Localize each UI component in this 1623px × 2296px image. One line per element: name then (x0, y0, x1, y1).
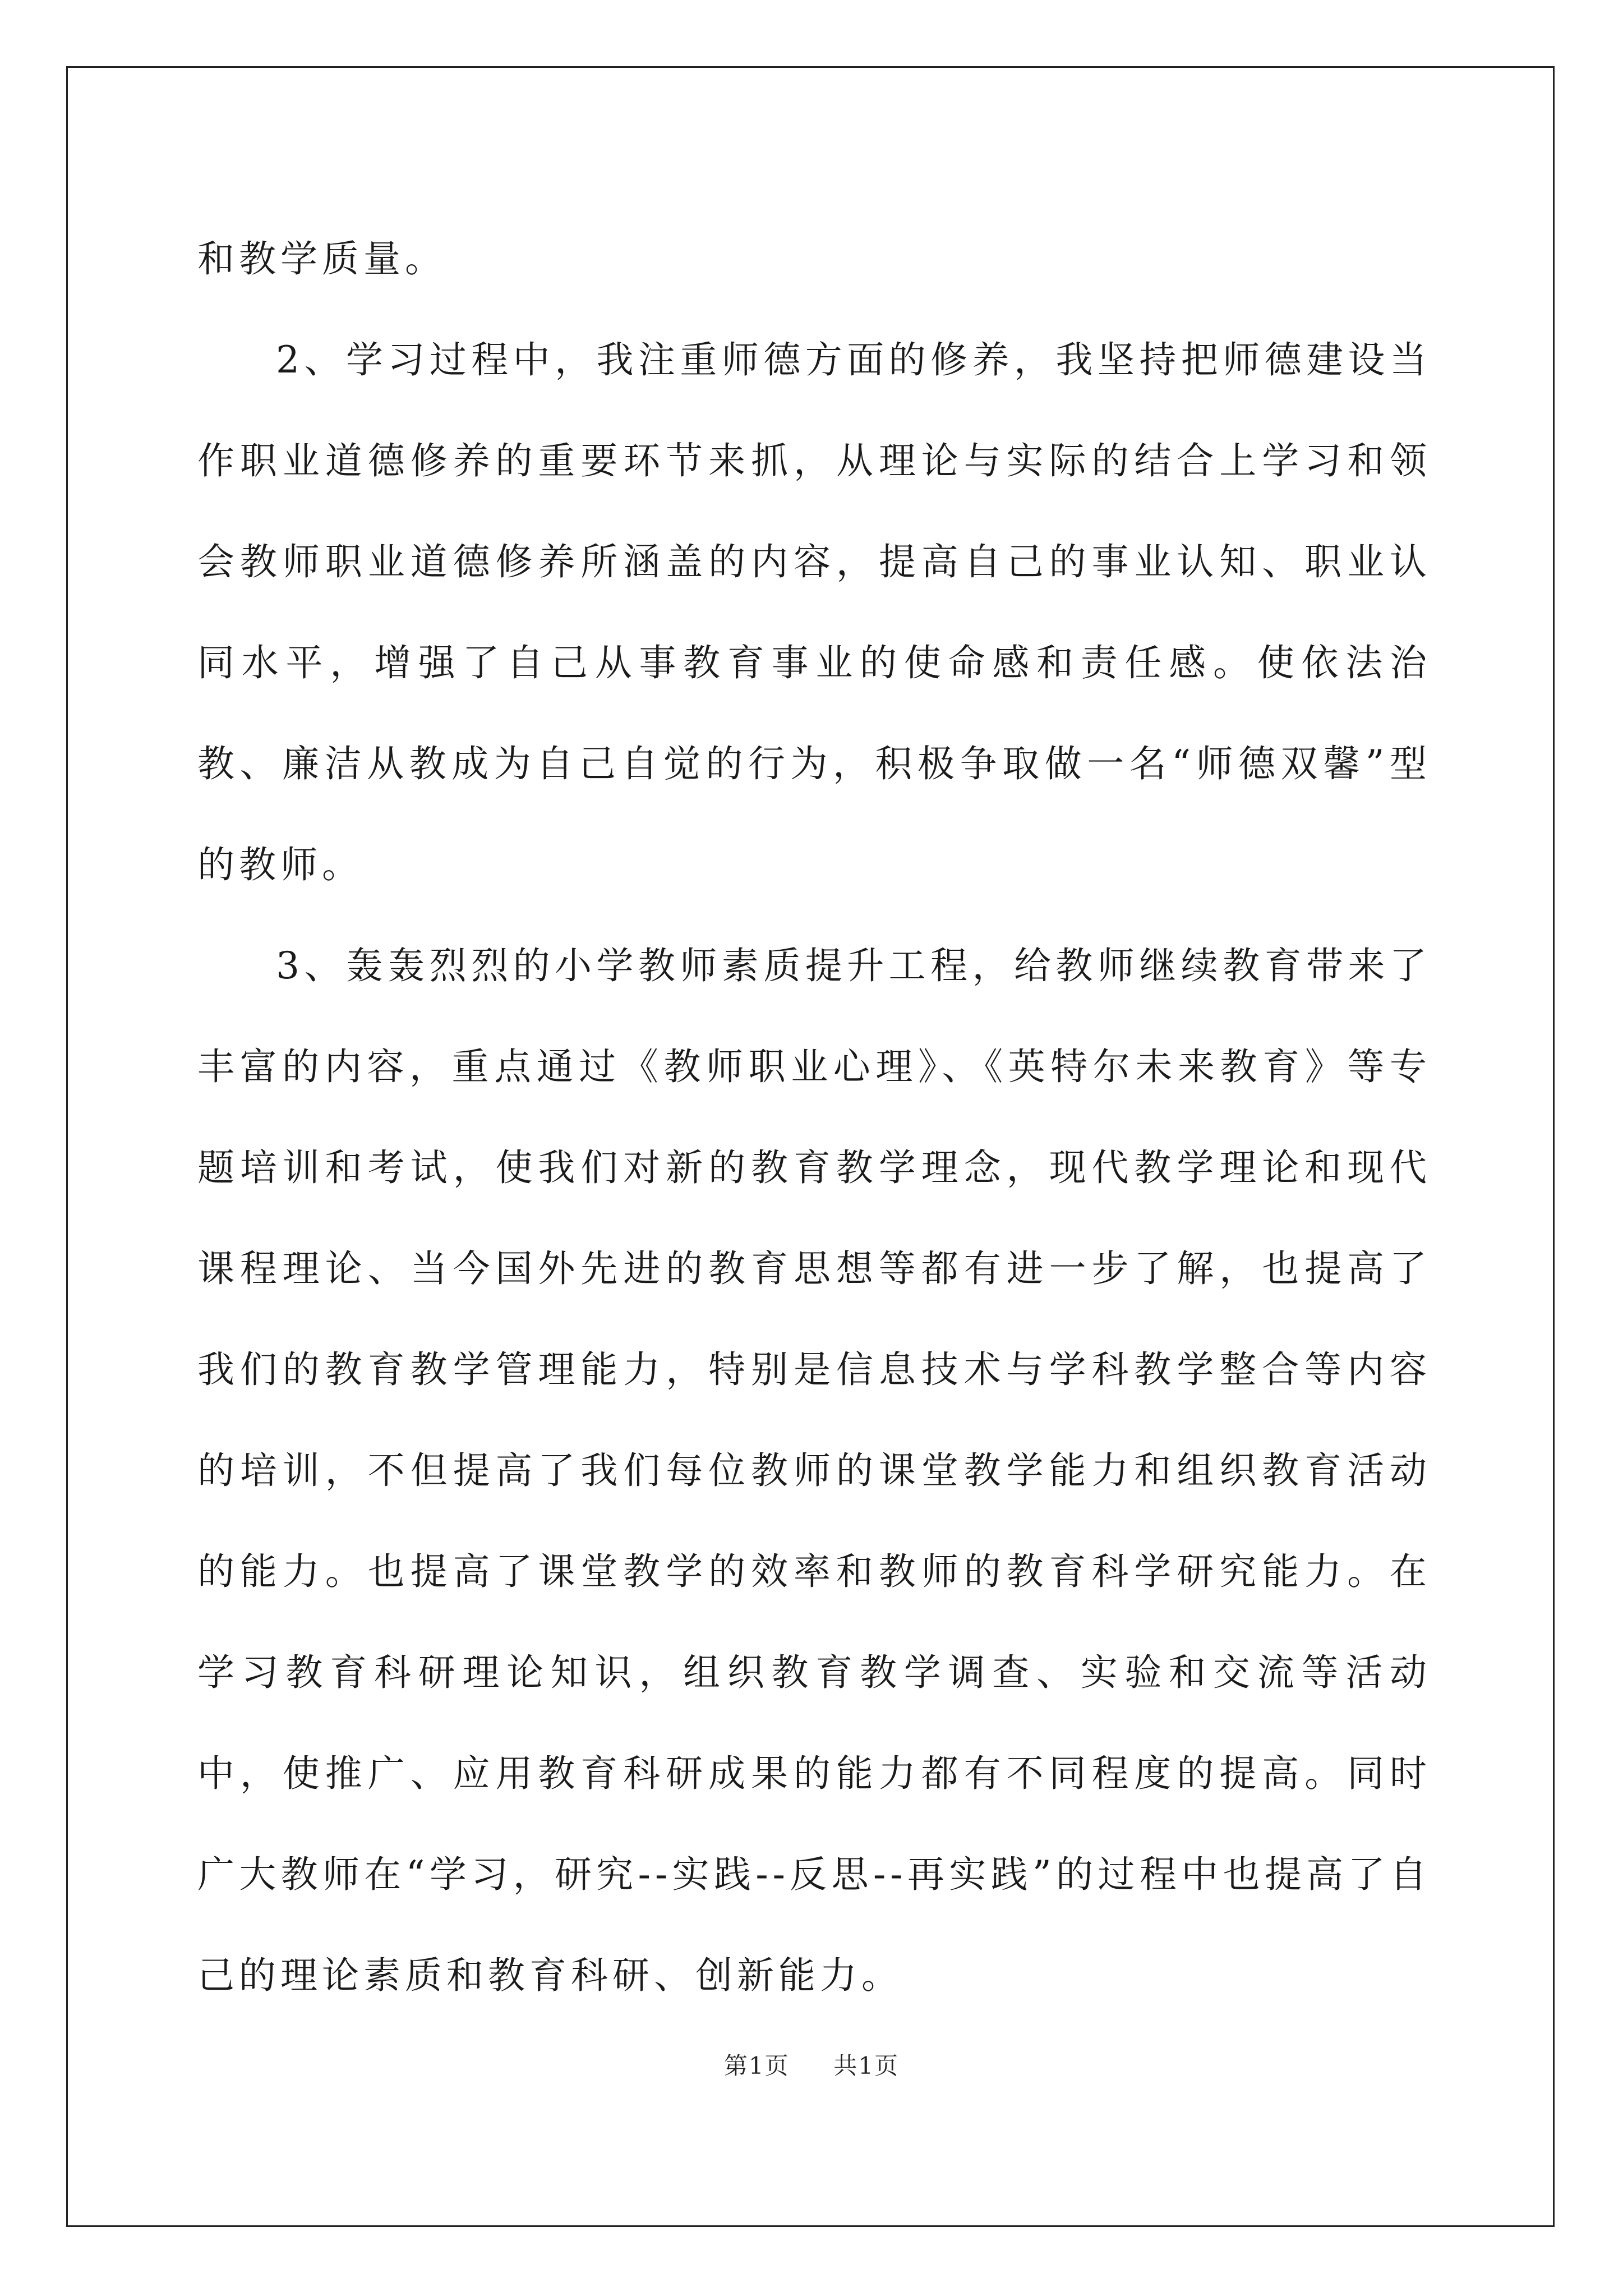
page-total: 共1页 (833, 2052, 900, 2079)
paragraph-item-3: 3、轰轰烈烈的小学教师素质提升工程，给教师继续教育带来了丰富的内容，重点通过《教师职业心理》、《英特尔未来教育》等专题培训和考试，使我们对新的教育教学理念，现代教学理论和现代课程理论、当今国外先进的教育思想等都有进一步了解，也提高了我们的教育教学管理能力，特别是信息技术与学科教学整合等内容的培训，不但提高了我们每位教师的课堂教学能力和组织教育活动的能力。也提高了课堂教学的效率和教师的教育科学研究能力。在学习教育科研理论知识，组织教育教学调查、实验和交流等活动中，使推广、应用教育科研成果的能力都有不同程度的提高。同时广大教师在“学习，研究--实践--反思--再实践”的过程中也提高了自己的理论素质和教育科研、创新能力。 (197, 944, 1431, 1997)
page-number: 第1页 (723, 2052, 790, 2079)
paragraph-item-2: 2、学习过程中，我注重师德方面的修养，我坚持把师德建设当作职业道德修养的重要环节来抓，从理论与实际的结合上学习和领会教师职业道德修养所涵盖的内容，提高自己的事业认知、职业认同水平，增强了自己从事教育事业的使命感和责任感。使依法治教、廉洁从教成为自己自觉的行为，积极争取做一名“师德双馨”型的教师。 (197, 338, 1431, 886)
page-footer (0, 2047, 1623, 2081)
document-body (197, 209, 1431, 2026)
paragraph-continuation: 和教学质量。 (197, 237, 446, 280)
